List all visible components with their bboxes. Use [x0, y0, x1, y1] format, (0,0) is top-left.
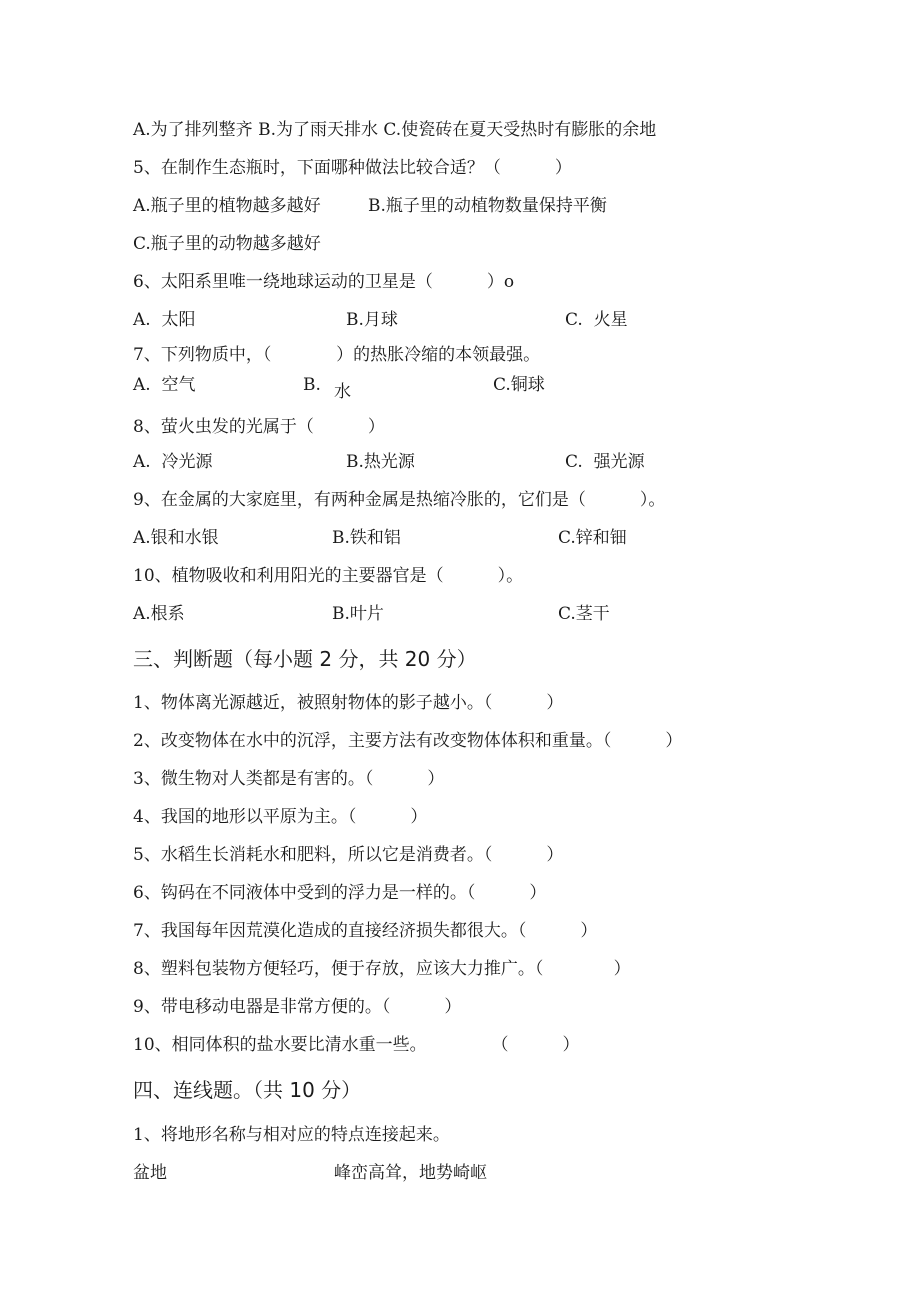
judge-item-4: 4、我国的地形以平原为主。（ ）: [133, 807, 428, 827]
judge-item-9: 9、带电移动电器是非常方便的。（ ）: [133, 997, 462, 1017]
q6-stem: 6、太阳系里唯一绕地球运动的卫星是（ ）o: [133, 272, 515, 292]
q6-option-a: A. 太阳: [133, 310, 196, 330]
judge-item-5: 5、水稻生长消耗水和肥料，所以它是消费者。（ ）: [133, 845, 564, 865]
q5-option-b: B.瓶子里的动植物数量保持平衡: [368, 196, 607, 216]
q10-option-b: B.叶片: [332, 604, 384, 624]
q8-option-b: B.热光源: [346, 452, 415, 472]
judge-item-7: 7、我国每年因荒漠化造成的直接经济损失都很大。（ ）: [133, 921, 598, 941]
q6-option-b: B.月球: [346, 310, 398, 330]
q9-option-c: C.锌和钿: [558, 528, 627, 548]
q7-option-b: B.: [303, 375, 321, 395]
q7-option-b-text: 水: [334, 382, 351, 402]
q8-option-c: C. 强光源: [565, 452, 645, 472]
q5-option-c: C.瓶子里的动物越多越好: [133, 234, 321, 254]
judge-item-10: 10、相同体积的盐水要比清水重一些。 （ ）: [133, 1035, 580, 1055]
section-4-title: 四、连线题。（共 10 分）: [133, 1078, 362, 1102]
judge-item-6: 6、钩码在不同液体中受到的浮力是一样的。（ ）: [133, 883, 547, 903]
matching-left-item: 盆地: [133, 1163, 167, 1183]
judge-item-1: 1、物体离光源越近，被照射物体的影子越小。（ ）: [133, 693, 564, 713]
q7-option-c: C.铜球: [493, 375, 545, 395]
matching-right-item: 峰峦高耸，地势崎岖: [334, 1163, 487, 1183]
q9-stem: 9、在金属的大家庭里，有两种金属是热缩冷胀的，它们是（ ）。: [133, 490, 666, 510]
section-3-title: 三、判断题（每小题 2 分，共 20 分）: [133, 647, 477, 671]
judge-item-8: 8、塑料包装物方便轻巧，便于存放，应该大力推广。（ ）: [133, 959, 631, 979]
q5-stem: 5、在制作生态瓶时，下面哪种做法比较合适？（ ）: [133, 158, 572, 178]
q8-stem: 8、萤火虫发的光属于（ ）: [133, 417, 385, 437]
q9-option-b: B.铁和铝: [332, 528, 401, 548]
judge-item-2: 2、改变物体在水中的沉浮，主要方法有改变物体体积和重量。（ ）: [133, 731, 683, 751]
q7-option-a: A. 空气: [133, 375, 196, 395]
q10-option-c: C.茎干: [558, 604, 610, 624]
q10-option-a: A.根系: [133, 604, 185, 624]
q7-stem: 7、下列物质中，（ ）的热胀冷缩的本领最强。: [133, 345, 541, 365]
judge-item-3: 3、微生物对人类都是有害的。（ ）: [133, 769, 445, 789]
matching-q1: 1、将地形名称与相对应的特点连接起来。: [133, 1125, 450, 1145]
q6-option-c: C. 火星: [565, 310, 628, 330]
q4-options: A.为了排列整齐 B.为了雨天排水 C.使瓷砖在夏天受热时有膨胀的余地: [133, 120, 657, 140]
q9-option-a: A.银和水银: [133, 528, 219, 548]
q10-stem: 10、植物吸收和利用阳光的主要器官是（ ）。: [133, 566, 524, 586]
q8-option-a: A. 冷光源: [133, 452, 213, 472]
q5-option-a: A.瓶子里的植物越多越好: [133, 196, 321, 216]
